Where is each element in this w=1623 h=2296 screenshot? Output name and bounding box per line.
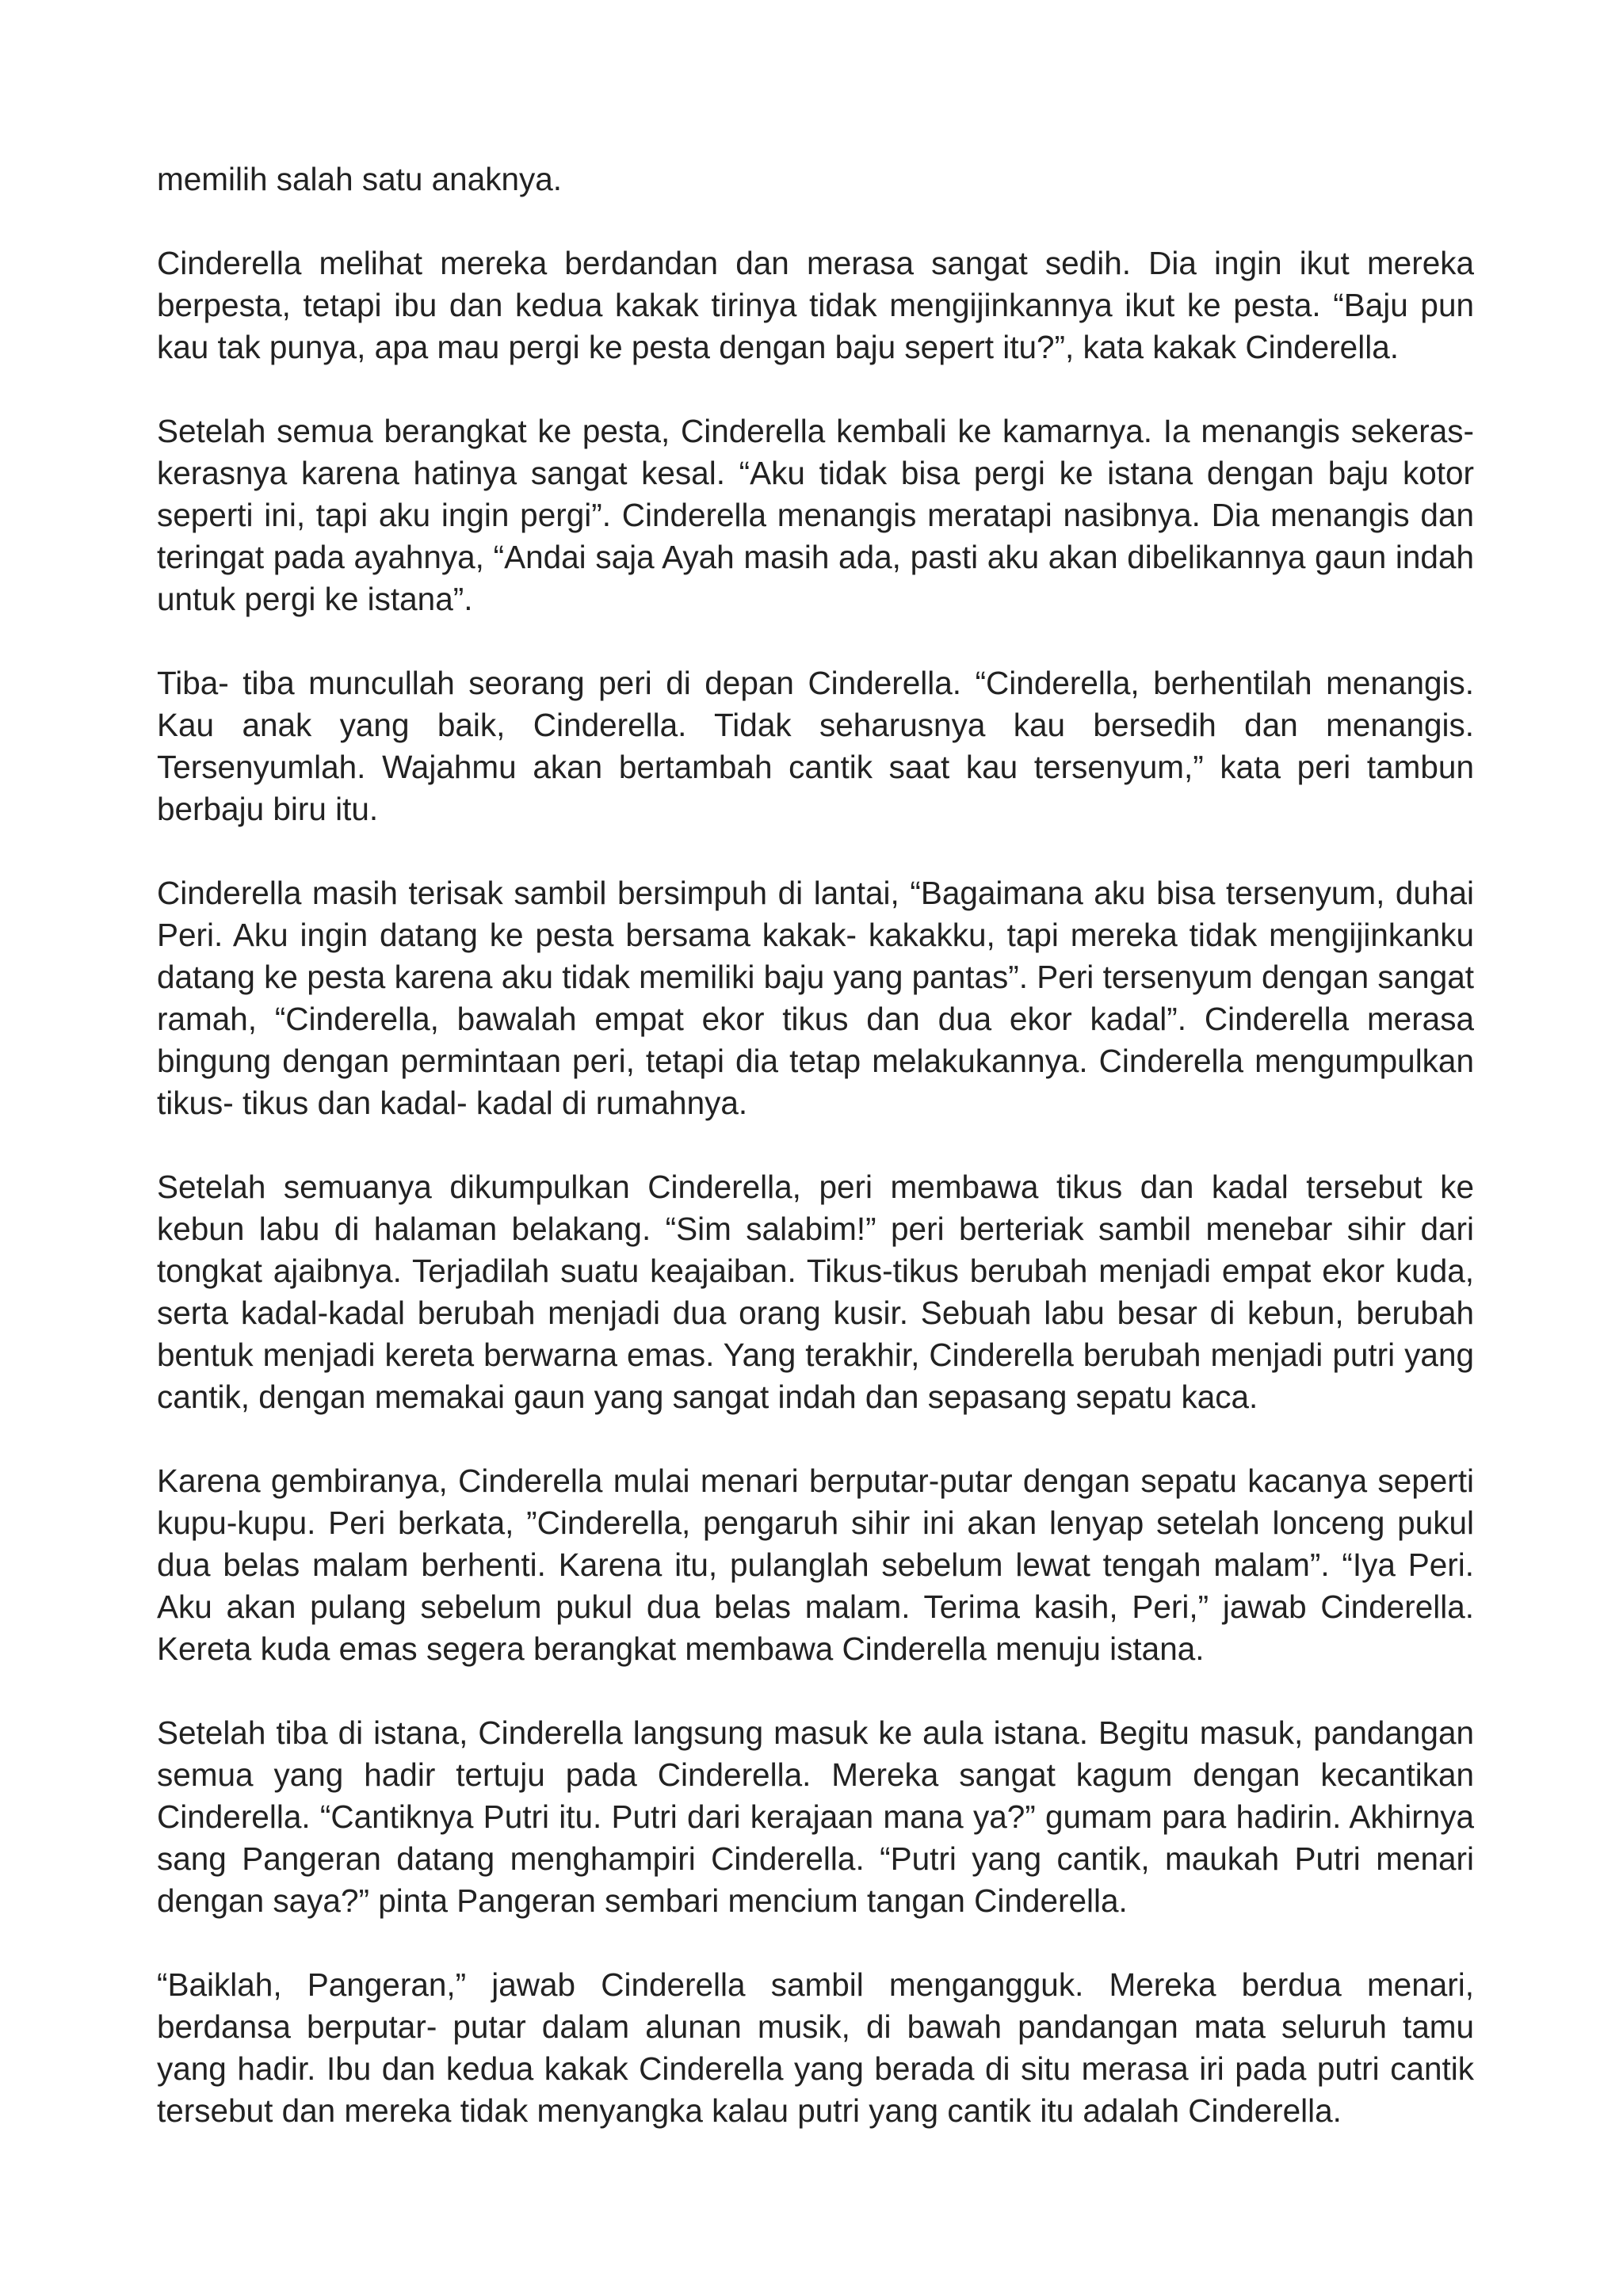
paragraph-9: “Baiklah, Pangeran,” jawab Cinderella sambil mengangguk. Mereka berdua menari, berdansa berputar- putar dalam alunan musik, di bawah pandangan mata seluruh tamu yang hadir. Ibu dan kedua kakak Cinderella yang berada di situ merasa iri pada putri cantik tersebut dan mereka tidak menyangka kalau putri yang cantik itu adalah Cinderella. <box>157 1966 1474 2129</box>
paragraph-1: memilih salah satu anaknya. <box>157 161 563 197</box>
paragraph-3: Setelah semua berangkat ke pesta, Cinderella kembali ke kamarnya. Ia menangis sekeras-kerasnya karena hatinya sangat kesal. “Aku tidak bisa pergi ke istana dengan baju kotor seperti ini, tapi aku ingin pergi”. Cinderella menangis meratapi nasibnya. Dia menangis dan teringat pada ayahnya, “Andai saja Ayah masih ada, pasti aku akan dibelikannya gaun indah untuk pergi ke istana”. <box>157 413 1474 617</box>
paragraph-4: Tiba- tiba muncullah seorang peri di depan Cinderella. “Cinderella, berhentilah menangis. Kau anak yang baik, Cinderella. Tidak seharusnya kau bersedih dan menangis. Tersenyumlah. Wajahmu akan bertambah cantik saat kau tersenyum,” kata peri tambun berbaju biru itu. <box>157 665 1474 827</box>
document-body <box>157 158 1474 2174</box>
paragraph-5: Cinderella masih terisak sambil bersimpuh di lantai, “Bagaimana aku bisa tersenyum, duhai Peri. Aku ingin datang ke pesta bersama kakak- kakakku, tapi mereka tidak mengijinkanku datang ke pesta karena aku tidak memiliki baju yang pantas”. Peri tersenyum dengan sangat ramah, “Cinderella, bawalah empat ekor tikus dan dua ekor kadal”. Cinderella merasa bingung dengan permintaan peri, tetapi dia tetap melakukannya. Cinderella mengumpulkan tikus- tikus dan kadal- kadal di rumahnya. <box>157 875 1474 1121</box>
paragraph-2: Cinderella melihat mereka berdandan dan merasa sangat sedih. Dia ingin ikut mereka berpesta, tetapi ibu dan kedua kakak tirinya tidak mengijinkannya ikut ke pesta. “Baju pun kau tak punya, apa mau pergi ke pesta dengan baju sepert itu?”, kata kakak Cinderella. <box>157 245 1474 365</box>
paragraph-6: Setelah semuanya dikumpulkan Cinderella, peri membawa tikus dan kadal tersebut ke kebun labu di halaman belakang. “Sim salabim!” peri berteriak sambil menebar sihir dari tongkat ajaibnya. Terjadilah suatu keajaiban. Tikus-tikus berubah menjadi empat ekor kuda, serta kadal-kadal berubah menjadi dua orang kusir. Sebuah labu besar di kebun, berubah bentuk menjadi kereta berwarna emas. Yang terakhir, Cinderella berubah menjadi putri yang cantik, dengan memakai gaun yang sangat indah dan sepasang sepatu kaca. <box>157 1169 1474 1415</box>
paragraph-8: Setelah tiba di istana, Cinderella langsung masuk ke aula istana. Begitu masuk, pandangan semua yang hadir tertuju pada Cinderella. Mereka sangat kagum dengan kecantikan Cinderella. “Cantiknya Putri itu. Putri dari kerajaan mana ya?” gumam para hadirin. Akhirnya sang Pangeran datang menghampiri Cinderella. “Putri yang cantik, maukah Putri menari dengan saya?” pinta Pangeran sembari mencium tangan Cinderella. <box>157 1714 1474 1919</box>
paragraph-7: Karena gembiranya, Cinderella mulai menari berputar-putar dengan sepatu kacanya seperti kupu-kupu. Peri berkata, ”Cinderella, pengaruh sihir ini akan lenyap setelah lonceng pukul dua belas malam berhenti. Karena itu, pulanglah sebelum lewat tengah malam”. “Iya Peri. Aku akan pulang sebelum pukul dua belas malam. Terima kasih, Peri,” jawab Cinderella. Kereta kuda emas segera berangkat membawa Cinderella menuju istana. <box>157 1463 1474 1667</box>
